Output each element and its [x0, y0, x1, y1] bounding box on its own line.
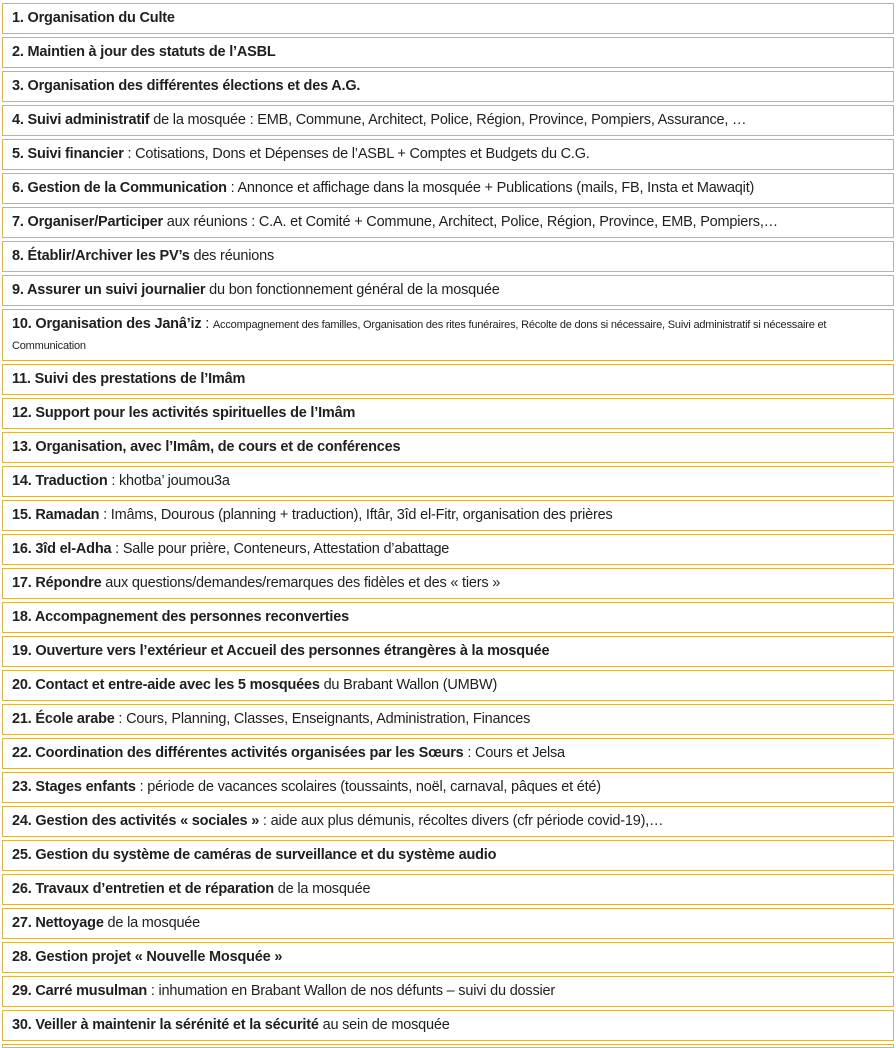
list-item [2, 3, 894, 34]
item-detail: au sein de mosquée [318, 1017, 450, 1033]
item-detail: : Cours et Jelsa [463, 745, 565, 761]
list-item [2, 1010, 894, 1041]
list-item [2, 275, 894, 306]
list-item [2, 105, 894, 136]
list-item [2, 241, 894, 272]
item-title: 29. Carré musulman [12, 983, 148, 999]
item-detail: du Brabant Wallon (UMBW) [319, 677, 498, 693]
list-item [2, 466, 894, 497]
item-title: 27. Nettoyage [12, 915, 104, 931]
item-title: 28. Gestion projet « Nouvelle Mosquée » [12, 949, 283, 965]
list-item [2, 942, 894, 973]
item-title: 11. Suivi des prestations de l’Imâm [12, 371, 246, 387]
list-item [2, 139, 894, 170]
list-item [2, 500, 894, 531]
list-item [2, 704, 894, 735]
item-title: 24. Gestion des activités « sociales » [12, 813, 260, 829]
item-detail-small: Accompagnement des familles, Organisation des rites funéraires, Récolte de dons si nécessaire, Suivi administratif si nécessaire et Communication [12, 319, 827, 352]
list-item [2, 772, 894, 803]
list-item [2, 398, 894, 429]
item-title: 8. Établir/Archiver les PV’s [12, 248, 190, 264]
list-item [2, 670, 894, 701]
item-title: 12. Support pour les activités spirituelles de l’Imâm [12, 405, 356, 421]
list-item [2, 636, 894, 667]
item-detail: : [201, 316, 213, 332]
list-item [2, 71, 894, 102]
list-item [2, 309, 894, 361]
item-detail: de la mosquée [103, 915, 201, 931]
item-title: 23. Stages enfants [12, 779, 136, 795]
list-item [2, 738, 894, 769]
item-detail: : Imâms, Dourous (planning + traduction), Iftâr, 3îd el-Fitr, organisation des prières [99, 507, 613, 523]
item-title: 9. Assurer un suivi journalier [12, 282, 206, 298]
item-title: 30. Veiller à maintenir la sérénité et la sécurité [12, 1017, 319, 1033]
item-title: 25. Gestion du système de caméras de surveillance et du système audio [12, 847, 497, 863]
item-title: 6. Gestion de la Communication [12, 180, 227, 196]
item-detail: : inhumation en Brabant Wallon de nos défunts – suivi du dossier [147, 983, 556, 999]
list-item [2, 840, 894, 871]
item-detail: aux questions/demandes/remarques des fidèles et des « tiers » [101, 575, 501, 591]
item-title: 20. Contact et entre-aide avec les 5 mosquées [12, 677, 320, 693]
item-detail: : Cotisations, Dons et Dépenses de l’ASBL + Comptes et Budgets du C.G. [123, 146, 590, 162]
item-detail: : Annonce et affichage dans la mosquée + Publications (mails, FB, Insta et Mawaqit) [226, 180, 755, 196]
list-item [2, 37, 894, 68]
item-detail: : Salle pour prière, Conteneurs, Attestation d’abattage [111, 541, 450, 557]
item-detail: de la mosquée : EMB, Commune, Architect, Police, Région, Province, Pompiers, Assurance, … [149, 112, 747, 128]
list-item [2, 908, 894, 939]
list-item [2, 364, 894, 395]
item-title: 19. Ouverture vers l’extérieur et Accueil des personnes étrangères à la mosquée [12, 643, 550, 659]
list-item [2, 874, 894, 905]
item-title: 5. Suivi financier [12, 146, 124, 162]
cutoff-box-edge [2, 1044, 894, 1048]
list-item [2, 207, 894, 238]
item-title: 7. Organiser/Participer [12, 214, 163, 230]
list-item [2, 602, 894, 633]
item-title: 14. Traduction [12, 473, 108, 489]
item-detail: de la mosquée [273, 881, 371, 897]
list-item [2, 806, 894, 837]
item-title: 18. Accompagnement des personnes reconverties [12, 609, 349, 625]
item-detail: aux réunions : C.A. et Comité + Commune, Architect, Police, Région, Province, EMB, Pompiers,… [162, 214, 778, 230]
list-item [2, 568, 894, 599]
item-detail: : aide aux plus démunis, récoltes divers (cfr période covid-19),… [259, 813, 664, 829]
item-title: 13. Organisation, avec l’Imâm, de cours et de conférences [12, 439, 401, 455]
item-detail: : période de vacances scolaires (toussaints, noël, carnaval, pâques et été) [135, 779, 601, 795]
list-item [2, 173, 894, 204]
item-title: 4. Suivi administratif [12, 112, 150, 128]
item-title: 17. Répondre [12, 575, 102, 591]
item-title: 16. 3îd el-Adha [12, 541, 112, 557]
item-title: 22. Coordination des différentes activités organisées par les Sœurs [12, 745, 464, 761]
item-title: 21. École arabe [12, 711, 115, 727]
item-detail: des réunions [189, 248, 275, 264]
item-detail: du bon fonctionnement général de la mosquée [205, 282, 500, 298]
item-title: 3. Organisation des différentes élections et des A.G. [12, 78, 361, 94]
item-title: 15. Ramadan [12, 507, 100, 523]
item-detail: : khotba’ joumou3a [107, 473, 230, 489]
item-detail: : Cours, Planning, Classes, Enseignants, Administration, Finances [114, 711, 531, 727]
item-title: 2. Maintien à jour des statuts de l’ASBL [12, 44, 276, 60]
task-list [2, 3, 894, 1048]
list-item [2, 534, 894, 565]
list-item [2, 432, 894, 463]
item-title: 1. Organisation du Culte [12, 10, 175, 26]
item-title: 10. Organisation des Janâ’iz [12, 316, 202, 332]
item-title: 26. Travaux d’entretien et de réparation [12, 881, 274, 897]
list-item [2, 976, 894, 1007]
